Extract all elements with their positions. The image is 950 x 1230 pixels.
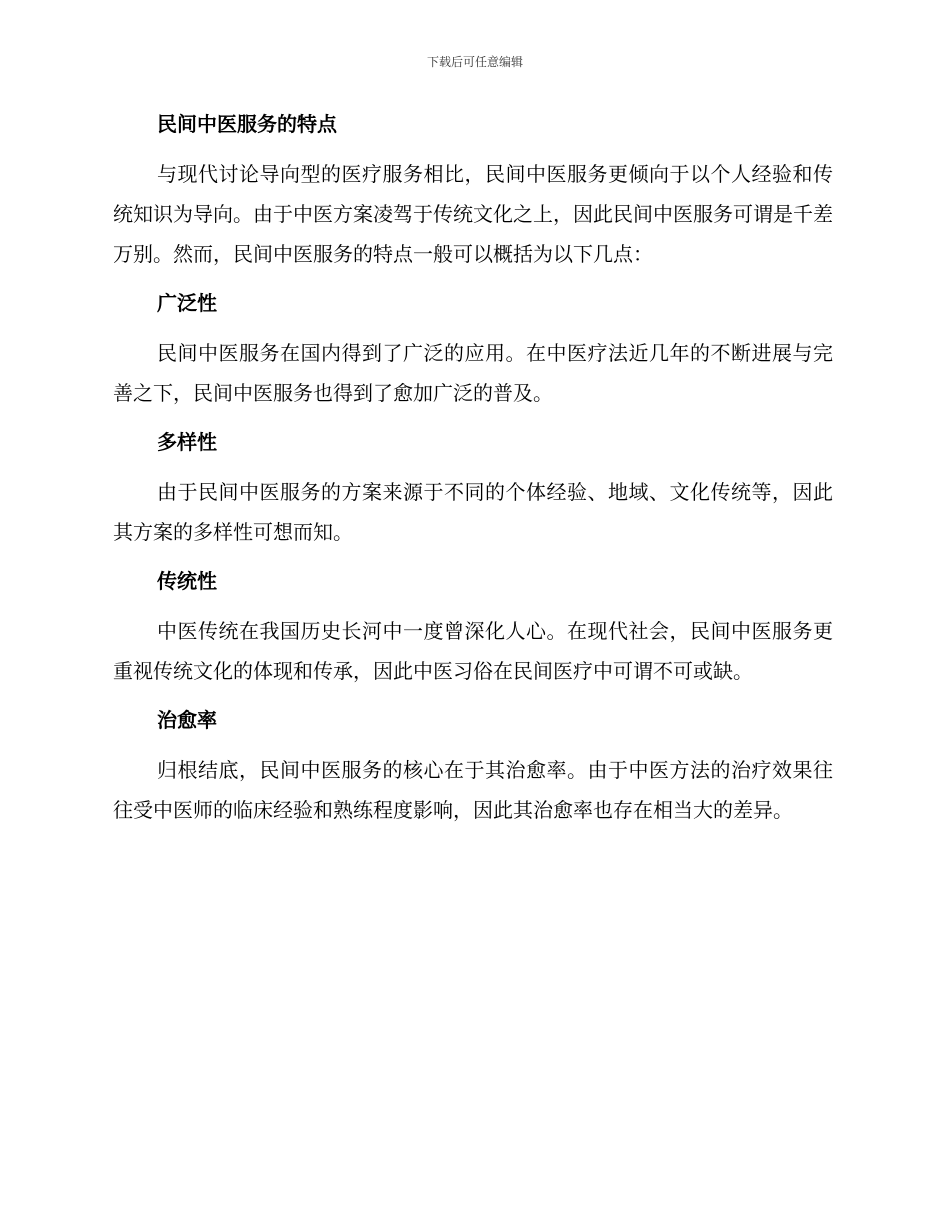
section-heading-diversity: 多样性	[157, 430, 217, 454]
section-paragraph-breadth: 民间中医服务在国内得到了广泛的应用。在中医疗法近几年的不断进展与完善之下，民间中医服务也得到了愈加广泛的普及。	[113, 341, 833, 405]
section-heading-cure-rate: 治愈率	[157, 708, 217, 732]
section-heading-features: 民间中医服务的特点	[157, 112, 337, 136]
section-paragraph-diversity: 由于民间中医服务的方案来源于不同的个体经验、地域、文化传统等，因此其方案的多样性可想而知。	[113, 480, 833, 544]
page-header-note: 下载后可任意编辑	[426, 55, 523, 69]
document-body	[113, 110, 833, 830]
section-heading-breadth: 广泛性	[157, 291, 217, 315]
section-heading-tradition: 传统性	[157, 569, 217, 593]
section-paragraph-features: 与现代讨论导向型的医疗服务相比，民间中医服务更倾向于以个人经验和传统知识为导向。由于中医方案凌驾于传统文化之上，因此民间中医服务可谓是千差万别。然而，民间中医服务的特点一般可以概括为以下几点：	[113, 162, 833, 266]
section-paragraph-tradition: 中医传统在我国历史长河中一度曾深化人心。在现代社会，民间中医服务更重视传统文化的体现和传承，因此中医习俗在民间医疗中可谓不可或缺。	[113, 619, 833, 683]
section-paragraph-cure-rate: 归根结底，民间中医服务的核心在于其治愈率。由于中医方法的治疗效果往往受中医师的临床经验和熟练程度影响，因此其治愈率也存在相当大的差异。	[113, 758, 833, 822]
